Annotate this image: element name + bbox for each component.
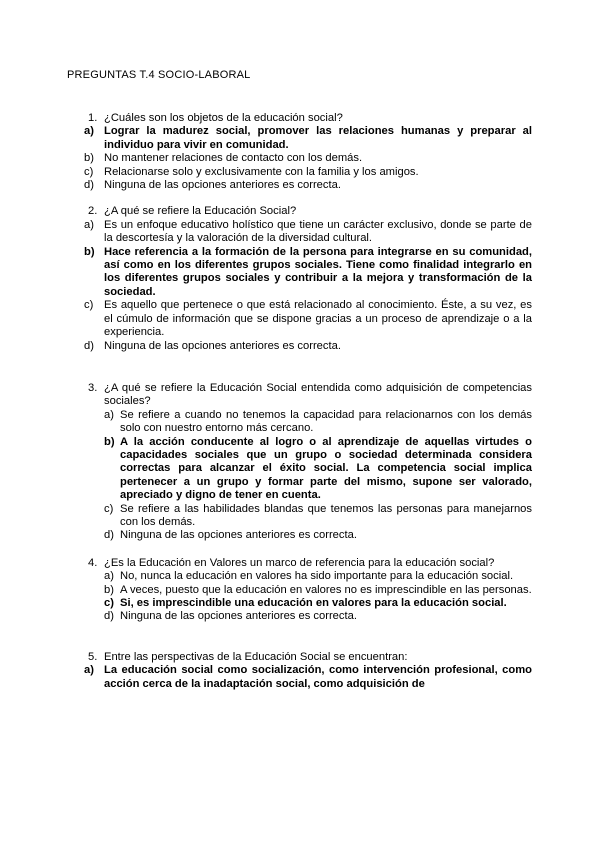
question-2 [84,205,532,352]
option-text: Lograr la madurez social, promover las relaciones humanas y preparar al individuo para vivir en comunidad. [104,125,532,151]
question-list [84,112,532,691]
option-letter: b) [104,583,114,596]
option-c-correct [84,597,532,610]
option-letter: c) [84,165,94,178]
option-letter: d) [104,610,114,623]
option-a-correct [84,664,532,691]
question-stem [84,382,532,409]
option-text: No mantener relaciones de contacto con los demás. [104,152,363,165]
option-text: No, nunca la educación en valores ha sido importante para la educación social. [120,570,514,583]
option-text: Ninguna de las opciones anteriores es correcta. [120,610,357,623]
option-a [84,570,532,583]
option-text: La educación social como socialización, como intervención profesional, como acción cerca de la inadaptación social, como adquisición de [104,664,532,690]
question-stem [84,205,532,218]
option-a-correct [84,125,532,152]
option-d [84,529,532,542]
option-letter: d) [84,339,94,352]
option-d [84,610,532,623]
question-text: ¿Cuáles son los objetos de la educación social? [104,112,343,124]
option-c [84,503,532,530]
option-letter: c) [104,502,114,515]
question-stem [84,651,532,664]
option-a [84,219,532,246]
option-text: Es un enfoque educativo holístico que tiene un carácter exclusivo, donde se parte de la descortesía y la valoración de la diversidad cultural. [104,218,532,245]
option-letter: a) [84,218,94,231]
option-letter: d) [84,179,94,192]
document-title: PREGUNTAS T.4 SOCIO-LABORAL [67,69,251,81]
option-letter: b) [104,435,115,448]
question-number: 1. [88,112,98,124]
option-letter: a) [84,664,94,677]
option-c [84,166,532,179]
question-number: 5. [88,650,98,663]
option-text: A veces, puesto que la educación en valores no es imprescindible en las personas. [120,583,532,596]
question-number: 3. [88,381,98,394]
question-text: ¿Es la Educación en Valores un marco de referencia para la educación social? [104,556,495,569]
option-text: Se refiere a cuando no tenemos la capacidad para relacionarnos con los demás solo con nuestro entorno más cercano. [120,408,532,435]
question-number: 2. [88,205,98,218]
option-a [84,409,532,436]
option-b-correct [84,436,532,503]
option-text: Relacionarse solo y exclusivamente con la familia y los amigos. [104,165,419,178]
option-text: Hace referencia a la formación de la persona para integrarse en su comunidad, así como en los diferentes grupos sociales. Tiene como finalidad integrarlo en los diferentes grupos sociales y contribuir a la mejora y transformación de la sociedad. [104,245,532,298]
question-number: 4. [88,556,98,569]
option-letter: a) [104,570,114,583]
option-letter: a) [104,408,114,421]
option-letter: d) [104,529,114,542]
option-text: Ninguna de las opciones anteriores es correcta. [104,179,341,192]
option-text: A la acción conducente al logro o al aprendizaje de aquellas virtudes o capacidades sociales que un grupo o sociedad determinada considera correctas para alcanzar el éxito social. La competencia social implica pertenecer a un grupo y formar parte del mismo, supone ser valorado, apreciado y digno de tener en cuenta. [120,435,532,502]
option-text: Ninguna de las opciones anteriores es correcta. [120,529,357,542]
option-letter: a) [84,125,94,138]
option-text: Se refiere a las habilidades blandas que tenemos las personas para manejarnos con los demás. [120,502,532,528]
question-3 [84,382,532,543]
question-stem [84,112,532,125]
question-text: ¿A qué se refiere la Educación Social entendida como adquisición de competencias sociales? [104,381,532,408]
question-5 [84,651,532,691]
option-d [84,179,532,192]
option-b-correct [84,246,532,300]
option-text: Ninguna de las opciones anteriores es correcta. [104,339,341,352]
question-4 [84,557,532,624]
option-letter: c) [104,597,114,609]
option-b [84,584,532,597]
option-text: Si, es imprescindible una educación en valores para la educación social. [120,597,507,609]
option-letter: b) [84,245,95,258]
question-1 [84,112,532,192]
option-letter: b) [84,152,94,165]
option-c [84,299,532,339]
question-text: Entre las perspectivas de la Educación Social se encuentran: [104,650,408,663]
option-text: Es aquello que pertenece o que está relacionado al conocimiento. Éste, a su vez, es el cúmulo de información que se dispone gracias a un proceso de aprendizaje o a la experiencia. [104,299,532,339]
question-text: ¿A qué se refiere la Educación Social? [104,205,297,218]
question-stem [84,557,532,570]
option-d [84,340,532,353]
option-letter: c) [84,299,94,312]
option-b [84,152,532,165]
